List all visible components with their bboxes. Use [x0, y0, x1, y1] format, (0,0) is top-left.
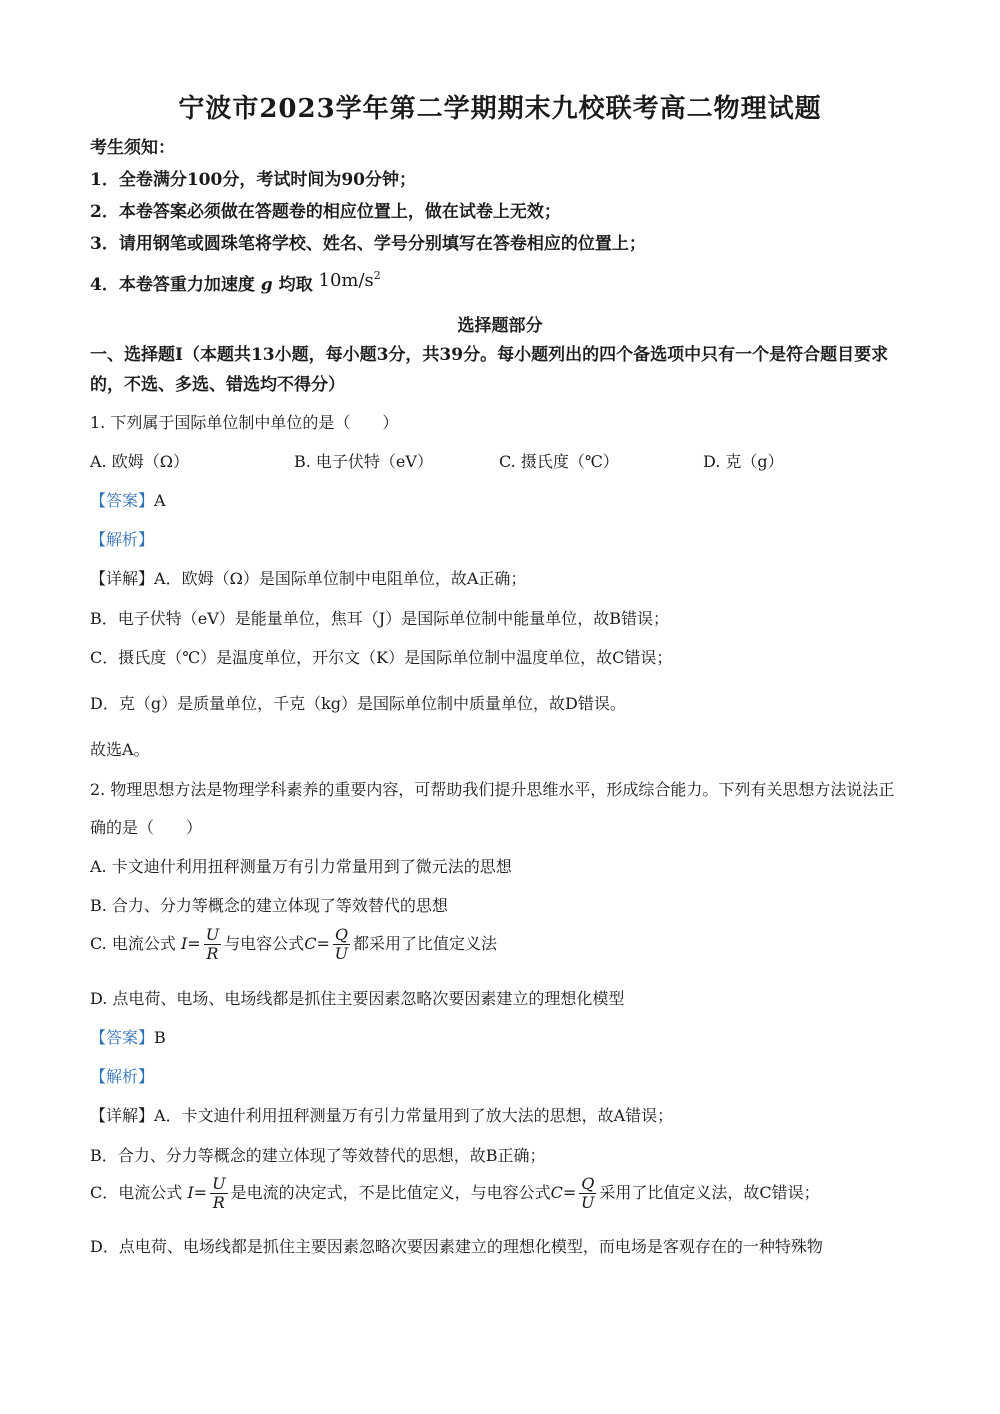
q1-detail-d: D．克（g）是质量单位，千克（kg）是国际单位制中质量单位，故D错误。 [90, 694, 626, 713]
q1-answer [90, 488, 166, 511]
q1-analysis-tag: 【解析】 [90, 530, 155, 549]
fraction-u-over-r: $\frac{U}{R}$ [205, 925, 220, 963]
notice-item-3: 3．请用钢笔或圆珠笔将学校、姓名、学号分别填写在答卷相应的位置上； [90, 234, 646, 254]
q1-detail-c: C．摄氏度（℃）是温度单位，开尔文（K）是国际单位制中温度单位，故C错误； [90, 648, 673, 667]
page-title: 宁波市2023学年第二学期期末九校联考高二物理试题 [178, 94, 822, 124]
q1-option-c: C. 摄氏度（℃） [499, 452, 619, 471]
q1-option-d: D. 克（g） [703, 452, 784, 471]
section-title: 选择题部分 [457, 316, 543, 336]
answer-value: B [154, 1028, 166, 1047]
q2-answer [90, 1025, 166, 1048]
q2-option-a: A. 卡文迪什利用扭秤测量万有引力常量用到了微元法的思想 [90, 857, 512, 876]
q1-option-b: B. 电子伏特（eV） [294, 452, 433, 471]
q1-option-a: A. 欧姆（Ω） [90, 452, 189, 471]
answer-tag: 【答案】 [90, 491, 155, 510]
detail-tag: 【详解】 [90, 569, 155, 588]
q2-detail-a: 【详解】A．卡文迪什利用扭秤测量万有引力常量用到了放大法的思想，故A错误； [90, 1106, 674, 1125]
fraction-q-over-u: $\frac{Q}{U}$ [581, 1174, 595, 1212]
q2-detail-b: B．合力、分力等概念的建立体现了等效替代的思想，故B正确； [90, 1146, 546, 1165]
q1-detail-a: 【详解】A．欧姆（Ω）是国际单位制中电阻单位，故A正确； [90, 569, 527, 588]
detail-tag: 【详解】 [90, 1106, 155, 1125]
q2-detail-c: C．电流公式 I= $\frac{U}{R}$ 是电流的决定式，不是比值定义，与电容公式C= $\frac{Q}{U}$ 采用了比值定义法，故C错误； [90, 1174, 820, 1212]
q2-detail-d: D．点电荷、电场线都是抓住主要因素忽略次要因素建立的理想化模型，而电场是客观存在的一种特殊物 [90, 1237, 823, 1256]
q2-analysis-tag: 【解析】 [90, 1067, 155, 1086]
q1-detail-b: B．电子伏特（eV）是能量单位，焦耳（J）是国际单位制中能量单位，故B错误； [90, 609, 669, 628]
answer-value: A [154, 491, 166, 510]
notice-item-1: 1．全卷满分100分，考试时间为90分钟； [90, 170, 416, 190]
q2-option-c: C. 电流公式 I= $\frac{U}{R}$ 与电容公式C= $\frac{Q}{U}$ 都采用了比值定义法 [90, 925, 497, 963]
answer-tag: 【答案】 [90, 1028, 155, 1047]
section-intro: 一、选择题I（本题共13小题，每小题3分，共39分。每小题列出的四个备选项中只有一个是符合题目要求的，不选、多选、错选均不得分） [90, 345, 889, 395]
q2-option-b: B. 合力、分力等概念的建立体现了等效替代的思想 [90, 896, 448, 915]
q2-stem: 2. 物理思想方法是物理学科素养的重要内容，可帮助我们提升思维水平，形成综合能力。下列有关思想方法说法正确的是（ ） [90, 780, 895, 837]
notice-item-4-mid: 均取 [278, 275, 313, 295]
gravity-symbol: g [260, 275, 273, 295]
gravity-value: $10m/s^2$ [318, 269, 381, 291]
fraction-u-over-r: $\frac{U}{R}$ [212, 1174, 226, 1212]
notice-item-4 [90, 270, 381, 295]
fraction-q-over-u: $\frac{Q}{U}$ [334, 925, 349, 963]
notice-heading: 考生须知： [90, 138, 175, 158]
q1-stem: 1. 下列属于国际单位制中单位的是（ ） [90, 413, 399, 432]
notice-item-2: 2．本卷答案必须做在答题卷的相应位置上，做在试卷上无效； [90, 202, 561, 222]
q1-conclusion: 故选A。 [90, 740, 150, 759]
notice-item-4-prefix: 4．本卷答重力加速度 [90, 275, 255, 295]
q2-option-d: D. 点电荷、电场、电场线都是抓住主要因素忽略次要因素建立的理想化模型 [90, 989, 625, 1008]
